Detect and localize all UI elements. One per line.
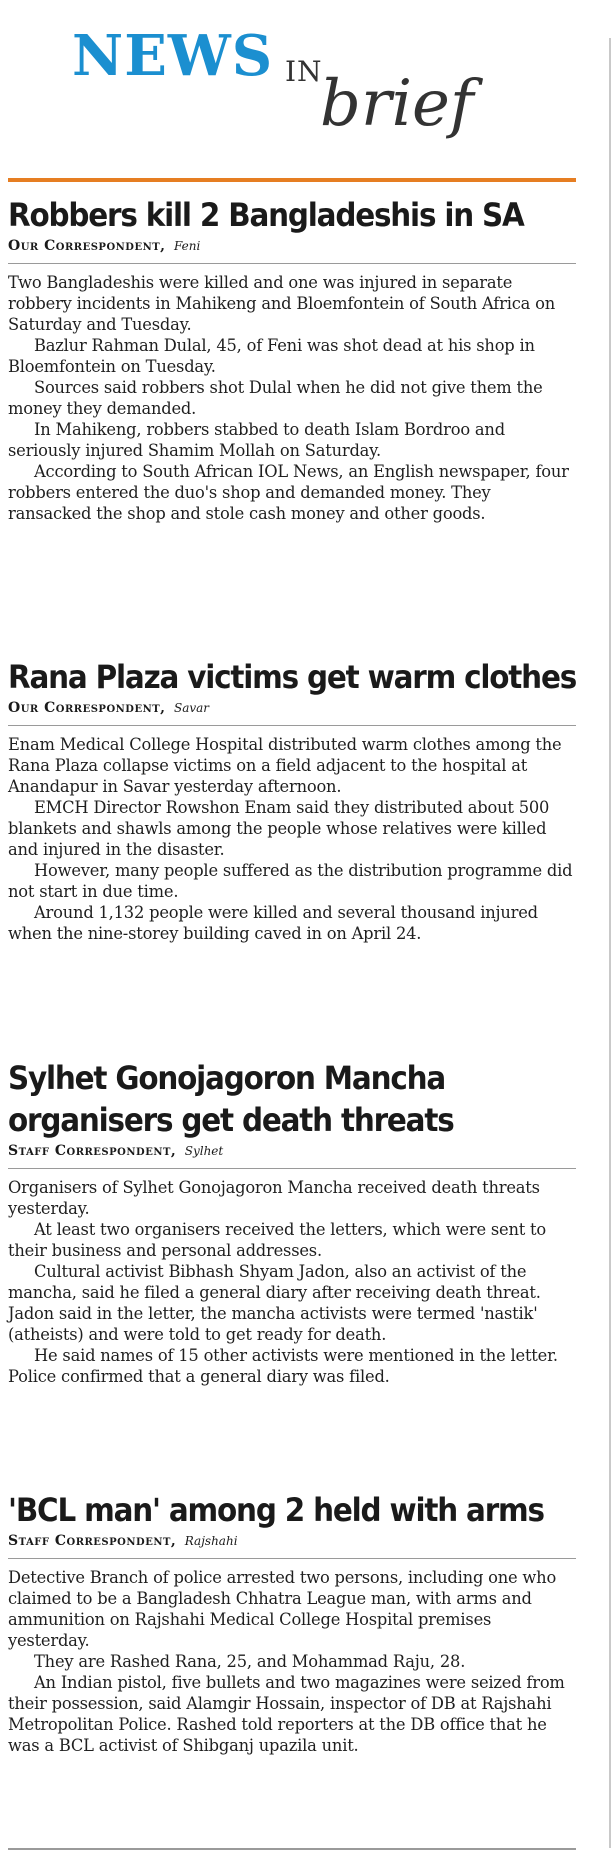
byline-separator xyxy=(8,725,576,726)
story-headline: Robbers kill 2 Bangladeshis in SA xyxy=(8,196,524,234)
byline-correspondent: Staff Correspondent, xyxy=(8,1143,177,1159)
byline-separator xyxy=(8,1558,576,1559)
byline-place: Feni xyxy=(174,239,201,253)
byline-place: Rajshahi xyxy=(184,1534,238,1548)
story-byline xyxy=(8,700,576,722)
story-paragraph: Cultural activist Bibhash Shyam Jadon, also an activist of the mancha, said he filed a general diary after receiving death threat. Jadon said in the letter, the mancha activists were termed 'nastik' (atheists) and were told to get ready for death. xyxy=(8,1262,541,1344)
story-paragraph: EMCH Director Rowshon Enam said they distributed about 500 blankets and shawls among the people whose relatives were killed and injured in the disaster. xyxy=(8,798,550,859)
story-paragraph: An Indian pistol, five bullets and two magazines were seized from their possession, said Alamgir Hossain, inspector of DB at Rajshahi Metropolitan Police. Rashed told reporters at the DB office that he was a BCL activist of Shibganj upazila unit. xyxy=(8,1673,565,1755)
story-paragraph: At least two organisers received the letters, which were sent to their business and personal addresses. xyxy=(8,1220,546,1260)
story-byline xyxy=(8,1143,576,1165)
story-paragraph: Around 1,132 people were killed and several thousand injured when the nine-storey building caved in on April 24. xyxy=(8,903,538,943)
story-bcl-man xyxy=(8,1489,576,1756)
story-headline-line1: Sylhet Gonojagoron Mancha xyxy=(8,1059,446,1097)
story-paragraph: Bazlur Rahman Dulal, 45, of Feni was shot dead at his shop in Bloemfontein on Tuesday. xyxy=(8,336,535,376)
masthead xyxy=(0,0,615,185)
masthead-news: NEWS xyxy=(72,23,274,89)
byline-place: Sylhet xyxy=(184,1144,224,1158)
story-headline: 'BCL man' among 2 held with arms xyxy=(8,1491,544,1529)
story-byline xyxy=(8,238,576,260)
story-headline: Rana Plaza victims get warm clothes xyxy=(8,658,577,696)
byline-separator xyxy=(8,263,576,264)
story-robbers-sa xyxy=(8,194,576,524)
bottom-rule xyxy=(8,1848,576,1850)
story-byline xyxy=(8,1533,576,1555)
story-sylhet-threats xyxy=(8,1057,576,1387)
story-paragraph: Organisers of Sylhet Gonojagoron Mancha received death threats yesterday. xyxy=(8,1178,540,1218)
story-paragraph: However, many people suffered as the distribution programme did not start in due time. xyxy=(8,861,573,901)
byline-place: Savar xyxy=(174,701,210,715)
story-paragraph: Detective Branch of police arrested two persons, including one who claimed to be a Bangladesh Chhatra League man, with arms and ammunition on Rajshahi Medical College Hospital premises yesterday. xyxy=(8,1568,557,1650)
masthead-in: IN xyxy=(285,55,323,88)
column-divider xyxy=(609,38,611,1848)
story-rana-plaza xyxy=(8,656,576,944)
story-headline-line2: organisers get death threats xyxy=(8,1101,454,1139)
story-paragraph: Two Bangladeshis were killed and one was injured in separate robbery incidents in Mahikeng and Bloemfontein of South Africa on Saturday and Tuesday. xyxy=(8,273,556,334)
story-paragraph: According to South African IOL News, an English newspaper, four robbers entered the duo's shop and demanded money. They ransacked the shop and stole cash money and other goods. xyxy=(8,462,569,523)
byline-correspondent: Staff Correspondent, xyxy=(8,1533,177,1549)
masthead-rule xyxy=(8,178,576,182)
story-paragraph: They are Rashed Rana, 25, and Mohammad Raju, 28. xyxy=(34,1652,466,1671)
byline-separator xyxy=(8,1168,576,1169)
byline-correspondent: Our Correspondent, xyxy=(8,700,166,716)
story-paragraph: Sources said robbers shot Dulal when he did not give them the money they demanded. xyxy=(8,378,543,418)
story-paragraph: Enam Medical College Hospital distributed warm clothes among the Rana Plaza collapse victims on a field adjacent to the hospital at Anandapur in Savar yesterday afternoon. xyxy=(8,735,562,796)
masthead-brief: brief xyxy=(320,67,474,141)
story-paragraph: He said names of 15 other activists were mentioned in the letter. Police confirmed that a general diary was filed. xyxy=(8,1346,558,1386)
byline-correspondent: Our Correspondent, xyxy=(8,238,166,254)
story-paragraph: In Mahikeng, robbers stabbed to death Islam Bordroo and seriously injured Shamim Mollah on Saturday. xyxy=(8,420,505,460)
